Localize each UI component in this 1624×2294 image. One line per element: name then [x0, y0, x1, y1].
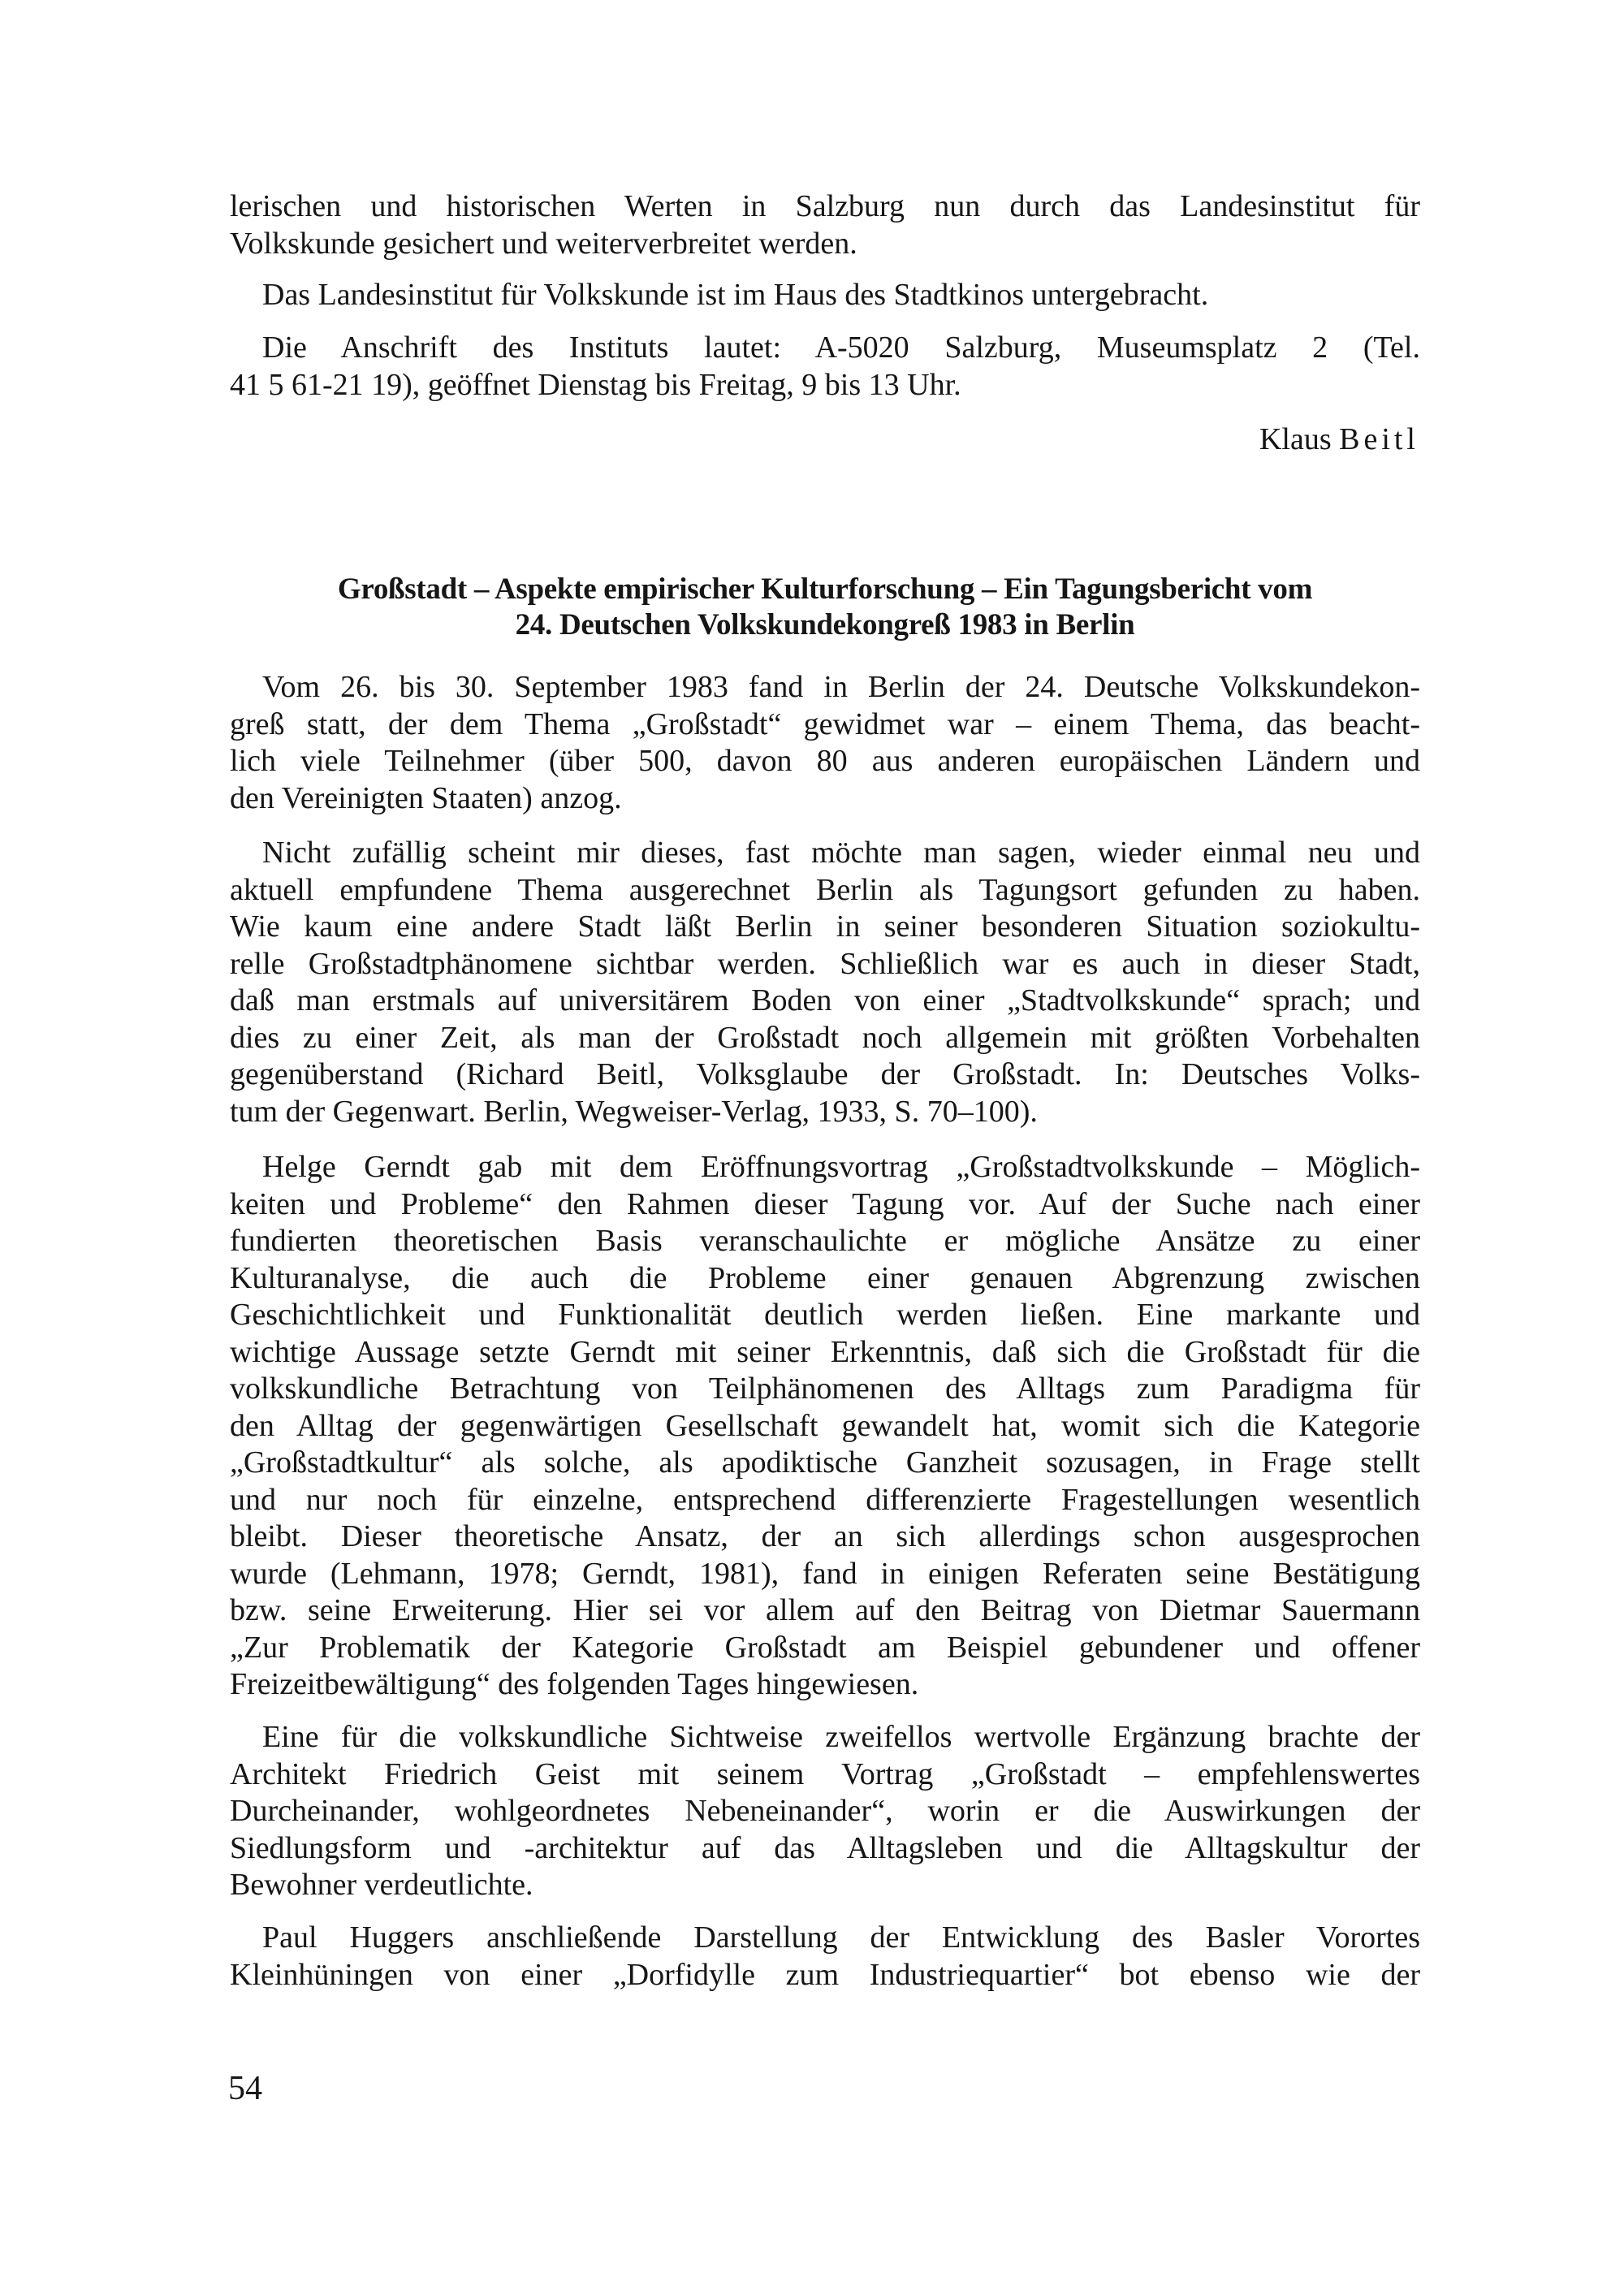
text-line: Nicht zufällig scheint mir dieses, fast möchte man sagen, wieder einmal neu und [262, 836, 1420, 870]
text-line: Wie kaum eine andere Stadt läßt Berlin in seiner besonderen Situation soziokultu- [230, 909, 1420, 944]
text-line: bleibt. Dieser theoretische Ansatz, der an sich allerdings schon ausgesprochen [230, 1519, 1420, 1553]
paragraph [230, 835, 1420, 1130]
text-line: tum der Gegenwart. Berlin, Wegweiser-Verlag, 1933, S. 70–100). [230, 1094, 1038, 1129]
text-line: wichtige Aussage setzte Gerndt mit seiner Erkenntnis, daß sich die Großstadt für die [230, 1334, 1420, 1369]
text-line: relle Großstadtphänomene sichtbar werden. Schließlich war es auch in dieser Stadt, [230, 946, 1420, 981]
text-line: wurde (Lehmann, 1978; Gerndt, 1981), fand in einigen Referaten seine Bestätigung [230, 1556, 1420, 1591]
text-line: greß statt, der dem Thema „Großstadt“ gewidmet war – einem Thema, das beacht- [230, 706, 1420, 741]
text-line: 41 5 61-21 19), geöffnet Dienstag bis Freitag, 9 bis 13 Uhr. [230, 367, 961, 402]
text-line: Paul Huggers anschließende Darstellung der Entwicklung des Basler Vorortes [262, 1920, 1420, 1955]
page-number: 54 [228, 2070, 262, 2107]
text-line: den Vereinigten Staaten) anzog. [230, 780, 622, 815]
text-line: Freizeitbewältigung“ des folgenden Tages hingewiesen. [230, 1667, 919, 1701]
text-line: Kleinhüningen von einer „Dorfidylle zum Industriequartier“ bot ebenso wie der [230, 1957, 1420, 1992]
text-line: gegenüberstand (Richard Beitl, Volksglaube der Großstadt. In: Deutsches Volks- [230, 1057, 1420, 1091]
text-line: fundierten theoretischen Basis veranschaulichte er mögliche Ansätze zu einer [230, 1224, 1420, 1258]
text-line: Eine für die volkskundliche Sichtweise zweifellos wertvolle Ergänzung brachte der [262, 1720, 1420, 1754]
text-line: Architekt Friedrich Geist mit seinem Vortrag „Großstadt – empfehlenswertes [230, 1756, 1420, 1791]
paragraph [230, 330, 1420, 404]
text-line: Kulturanalyse, die auch die Probleme einer genauen Abgrenzung zwischen [230, 1260, 1420, 1295]
text-line: Siedlungsform und -architektur auf das Alltagsleben und die Alltagskultur der [230, 1830, 1420, 1865]
text-line: dies zu einer Zeit, als man der Großstadt noch allgemein mit größten Vorbehalten [230, 1020, 1420, 1055]
author-last-name: Beitl [1339, 422, 1419, 456]
paragraph [230, 277, 1420, 314]
text-line: aktuell empfundene Thema ausgerechnet Berlin als Tagungsort gefunden zu haben. [230, 872, 1420, 907]
text-line: keiten und Probleme“ den Rahmen dieser Tagung vor. Auf der Suche nach einer [230, 1186, 1420, 1221]
text-line: Die Anschrift des Instituts lautet: A-5020 Salzburg, Museumsplatz 2 (Tel. [262, 330, 1420, 365]
text-line: Das Landesinstitut für Volkskunde ist im Haus des Stadtkinos untergebracht. [262, 278, 1209, 312]
paragraph [230, 669, 1420, 817]
text-line: lerischen und historischen Werten in Salzburg nun durch das Landesinstitut für [230, 189, 1420, 223]
article-title [230, 572, 1420, 643]
text-line: „Großstadtkultur“ als solche, als apodiktische Ganzheit sozusagen, in Frage stellt [230, 1445, 1420, 1480]
text-line: Vom 26. bis 30. September 1983 fand in Berlin der 24. Deutsche Volkskundekon- [262, 670, 1420, 704]
text-line: Bewohner verdeutlichte. [230, 1868, 533, 1902]
text-line: den Alltag der gegenwärtigen Gesellschaft gewandelt hat, womit sich die Kategorie [230, 1408, 1420, 1443]
text-line: Volkskunde gesichert und weiterverbreitet werden. [230, 226, 857, 261]
text-line: Helge Gerndt gab mit dem Eröffnungsvortrag „Großstadtvolkskunde – Möglich- [262, 1150, 1420, 1184]
text-line: lich viele Teilnehmer (über 500, davon 80 aus anderen europäischen Ländern und [230, 744, 1420, 778]
text-line: volkskundliche Betrachtung von Teilphänomenen des Alltags zum Paradigma für [230, 1372, 1420, 1406]
paragraph [230, 1920, 1420, 1994]
paragraph [230, 1149, 1420, 1704]
author-signature [1259, 421, 1419, 458]
paragraph [230, 188, 1420, 262]
article-title-line: Großstadt – Aspekte empirischer Kulturforschung – Ein Tagungsbericht vom [337, 572, 1313, 606]
paragraph [230, 1719, 1420, 1904]
text-line: daß man erstmals auf universitärem Boden von einer „Stadtvolkskunde“ sprach; und [230, 983, 1420, 1017]
article-title-line: 24. Deutschen Volkskundekongreß 1983 in Berlin [515, 608, 1135, 642]
author-first-name: Klaus [1259, 422, 1332, 456]
text-line: bzw. seine Erweiterung. Hier sei vor allem auf den Beitrag von Dietmar Sauermann [230, 1593, 1420, 1627]
text-line: und nur noch für einzelne, entsprechend differenzierte Fragestellungen wesentlich [230, 1482, 1420, 1517]
text-line: „Zur Problematik der Kategorie Großstadt am Beispiel gebundener und offener [230, 1630, 1420, 1665]
text-line: Geschichtlichkeit und Funktionalität deutlich werden ließen. Eine markante und [230, 1298, 1420, 1332]
text-line: Durcheinander, wohlgeordnetes Nebeneinander“, worin er die Auswirkungen der [230, 1794, 1420, 1828]
